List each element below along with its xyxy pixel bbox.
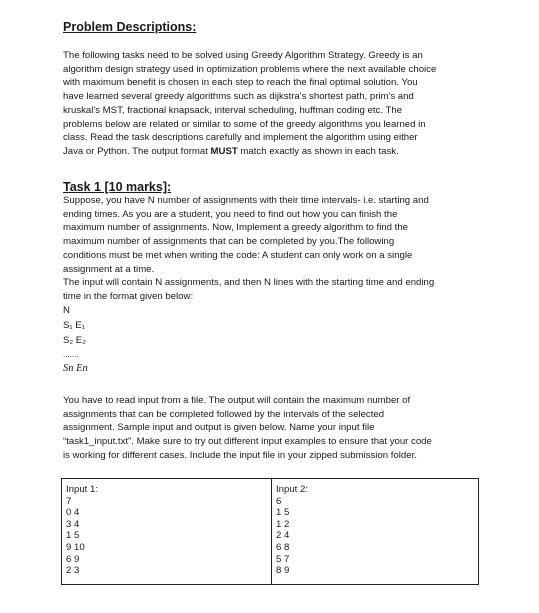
task1-output-description <box>63 394 483 463</box>
table-divider <box>271 479 272 584</box>
intro-line: kruskal's MST, fractional knapsack, interval scheduling, huffman coding etc. The <box>63 104 403 116</box>
task1-line: time in the format given below: <box>63 290 194 302</box>
format-row-n <box>63 363 88 374</box>
sample-input-table <box>61 478 479 585</box>
output-line: “task1_input.txt”. Make sure to try out different input examples to ensure that your code <box>63 436 432 448</box>
input-2-line: 6 <box>276 495 282 507</box>
input-2-line: 2 4 <box>276 530 290 542</box>
input-2-line: 6 8 <box>276 541 290 553</box>
input-1-cell <box>66 484 98 577</box>
intro-line: algorithm design strategy used in optimization problems where the next available choice <box>63 63 437 75</box>
input-1-line: 1 5 <box>66 530 80 542</box>
format-row-2: S₂ E₂ <box>63 335 86 346</box>
intro-last-line <box>63 145 483 159</box>
task1-line: maximum number of assignments. Now, Implement a greedy algorithm to find the <box>63 222 408 234</box>
input-2-line: 5 7 <box>276 553 290 565</box>
intro-line: class. Read the task descriptions carefully and implement the algorithm using either <box>63 132 418 144</box>
intro-line: problems below are related or similar to some of the greedy algorithms you learned in <box>63 118 426 130</box>
problem-intro <box>63 49 483 159</box>
format-row-1: S₁ E₁ <box>63 320 85 331</box>
input-1-line: 9 10 <box>66 541 85 553</box>
task1-line: ending times. As you are a student, you need to find out how you can finish the <box>63 208 398 220</box>
task1-line: Suppose, you have N number of assignments with their time intervals- i.e. starting and <box>63 195 429 206</box>
intro-line: have learned several greedy algorithms such as dijkstra's shortest path, prim's and <box>63 91 414 103</box>
problem-heading: Problem Descriptions: <box>63 20 197 34</box>
input-1-line: 6 9 <box>66 553 80 565</box>
task1-line: The input will contain N assignments, and then N lines with the starting time and ending <box>63 277 435 289</box>
intro-line: with maximum benefit is chosen in each step to reach the final optimal solution. You <box>63 77 418 89</box>
format-dots: ....... <box>63 350 79 359</box>
input-2-line: 1 2 <box>276 518 290 530</box>
input-1-label: Input 1: <box>66 484 99 495</box>
task1-line: conditions must be met when writing the code: A student can only work on a single <box>63 249 413 261</box>
must-emphasis: MUST <box>210 145 238 157</box>
input-1-line: 3 4 <box>66 518 80 530</box>
input-2-label: Input 2: <box>276 484 309 495</box>
task1-heading: Task 1 [10 marks]: <box>63 180 172 194</box>
intro-last-after: match exactly as shown in each task. <box>237 145 399 157</box>
input-1-line: 7 <box>66 495 72 507</box>
input-2-cell <box>276 484 308 577</box>
task1-line: assignment at a time. <box>63 263 155 275</box>
format-row-n-text: Sn En <box>63 363 88 374</box>
input-1-line: 0 4 <box>66 507 80 519</box>
output-line: You have to read input from a file. The output will contain the maximum number of <box>63 395 411 406</box>
input-2-line: 1 5 <box>276 507 290 519</box>
output-line: assignment. Sample input and output is given below. Name your input file <box>63 422 375 434</box>
format-n: N <box>63 305 70 316</box>
output-line: is working for different cases. Include the input file in your zipped submission folder. <box>63 449 417 461</box>
output-line: assignments that can be completed followed by the intervals of the selected <box>63 408 385 420</box>
task1-description <box>63 194 483 304</box>
input-2-line: 8 9 <box>276 565 290 577</box>
intro-last-before: Java or Python. The output format <box>63 145 211 157</box>
task1-line: maximum number of assignments that can be completed by you.The following <box>63 236 395 248</box>
intro-line: The following tasks need to be solved using Greedy Algorithm Strategy. Greedy is an <box>63 50 423 61</box>
input-1-line: 2 3 <box>66 565 80 577</box>
